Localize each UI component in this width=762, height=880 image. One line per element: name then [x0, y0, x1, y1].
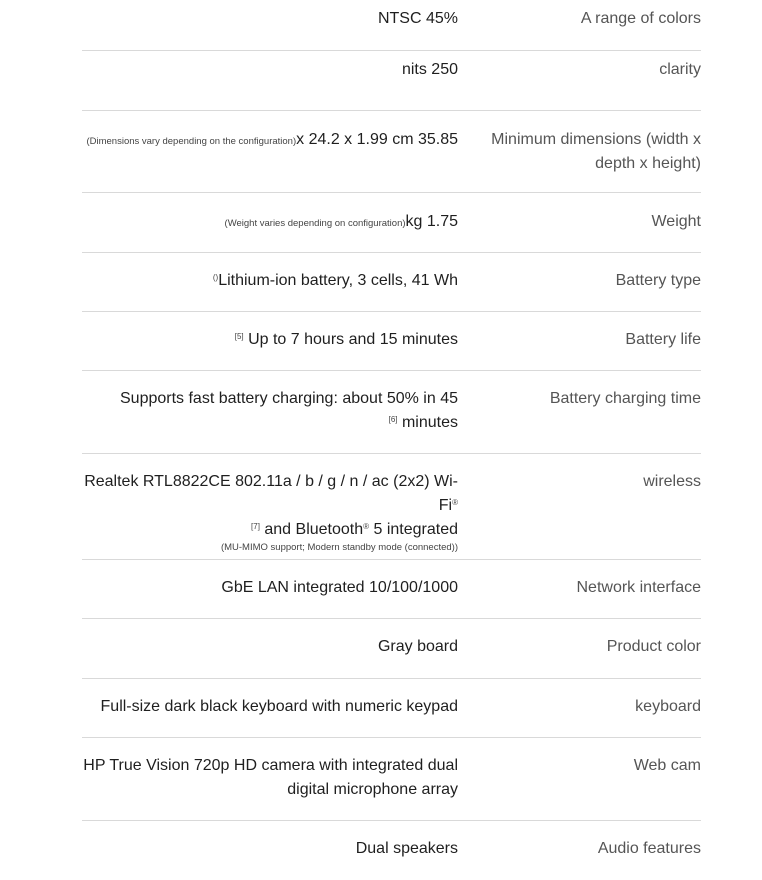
spec-label: Audio features [597, 840, 701, 857]
spec-row-webcam [82, 738, 701, 821]
spec-label: Web cam [633, 757, 701, 774]
spec-label: A range of colors [580, 10, 701, 27]
spec-row-color-gamut [82, 0, 701, 51]
spec-label: Battery life [625, 331, 701, 348]
spec-value: [5] Up to 7 hours and 15 minutes [234, 331, 458, 348]
spec-row-product-color [82, 619, 701, 679]
spec-value: (Dimensions vary depending on the configuration)x 24.2 x 1.99 cm 35.85 [86, 131, 458, 148]
spec-footnote: (Weight varies depending on configuration) [224, 218, 406, 229]
footnote-ref[interactable]: [5] [234, 332, 244, 342]
spec-row-brightness [82, 51, 701, 111]
spec-value: (Weight varies depending on configuration)kg 1.75 [224, 213, 458, 230]
spec-value: Dual speakers [355, 840, 458, 857]
spec-row-audio [82, 821, 701, 880]
spec-label: Network interface [576, 579, 701, 596]
spec-row-wireless [82, 454, 701, 560]
footnote-ref[interactable]: [7] [251, 522, 260, 532]
footnote-ref[interactable]: [6] [388, 415, 398, 425]
spec-label: Battery type [615, 272, 701, 289]
spec-footnote: (MU-MIMO support; Modern standby mode (connected)) [220, 542, 458, 553]
spec-row-weight [82, 193, 701, 253]
spec-row-charging-time [82, 371, 701, 454]
spec-label: keyboard [635, 698, 701, 715]
spec-value: ()Lithium-ion battery, 3 cells, 41 Wh [212, 272, 458, 289]
registered-mark: ® [363, 522, 370, 532]
spec-value: nits 250 [401, 61, 458, 78]
spec-value: Supports fast battery charging: about 50% in 45 [6] minutes [120, 390, 458, 431]
spec-label: Battery charging time [549, 390, 701, 407]
spec-value: HP True Vision 720p HD camera with integrated dual digital microphone array [83, 757, 458, 798]
registered-mark: ® [452, 498, 458, 508]
spec-value: GbE LAN integrated 10/100/1000 [221, 579, 458, 596]
spec-row-dimensions [82, 111, 701, 193]
spec-footnote: (Dimensions vary depending on the configuration) [86, 136, 297, 147]
footnote-ref[interactable]: () [212, 273, 219, 283]
spec-label: clarity [659, 61, 701, 78]
spec-label: Minimum dimensions (width x depth x height) [491, 131, 701, 172]
spec-value: Gray board [377, 638, 458, 655]
spec-value: Full-size dark black keyboard with numeric keypad [100, 698, 458, 715]
spec-table [82, 0, 701, 880]
spec-row-battery-life [82, 312, 701, 371]
spec-label: Product color [606, 638, 701, 655]
spec-value: Realtek RTL8822CE 802.11a / b / g / n / ac (2x2) Wi-Fi® [7] and Bluetooth® 5 integrated (MU-MIMO support; Modern standby mode (connected)) [82, 470, 458, 559]
spec-value: NTSC 45% [377, 10, 458, 27]
spec-label: wireless [643, 473, 701, 490]
spec-row-network [82, 560, 701, 619]
spec-row-battery-type [82, 253, 701, 312]
spec-label: Weight [651, 213, 701, 230]
spec-row-keyboard [82, 679, 701, 738]
